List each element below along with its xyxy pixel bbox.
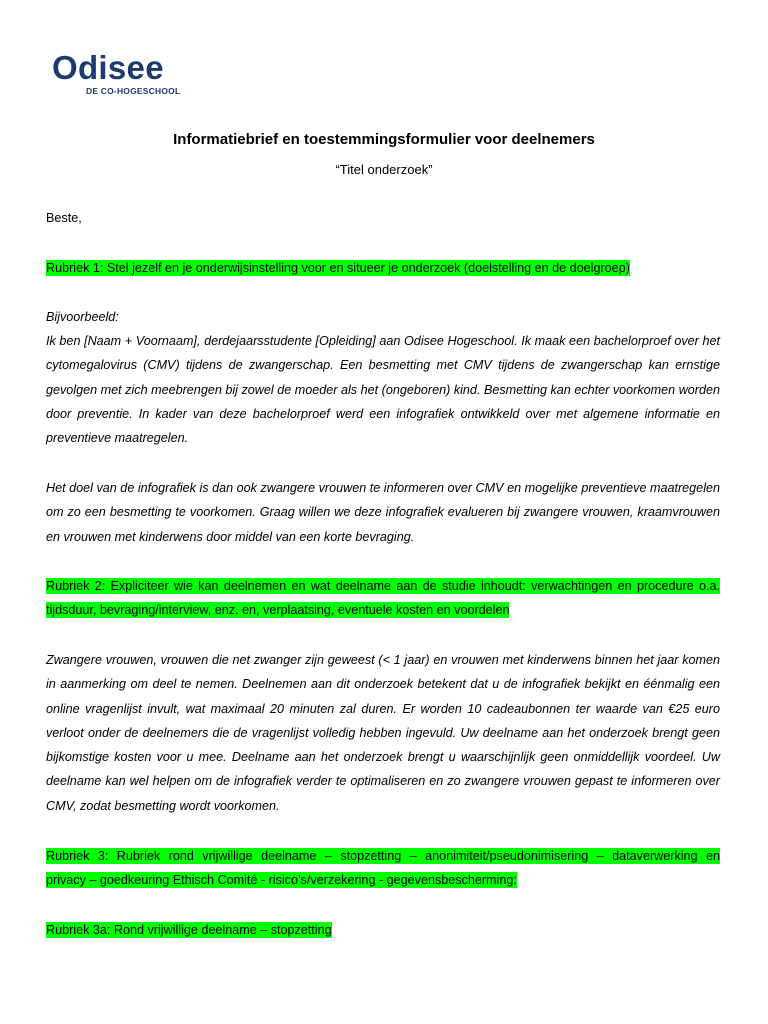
logo-subtitle: DE CO-HOGESCHOOL bbox=[86, 86, 181, 96]
logo-name: Odisee bbox=[52, 49, 164, 86]
paragraph-intro: Ik ben [Naam + Voornaam], derdejaarsstudente [Opleiding] aan Odisee Hogeschool. Ik maak een bachelorproef over het cytomegalovirus (CMV) tijdens de zwangerschap. Een besmetting met CMV tijdens de zwangerschap kan ernstige gevolgen met zich meebrengen bij zowel de moeder als het (ongeboren) kind. Besmetting kan echter voorkomen worden door preventie. In kader van deze bachelorproef werd een infografiek ontwikkeld over met algemene informatie en preventieve maatregelen. bbox=[46, 334, 720, 446]
rubriek-3-heading-line-2: privacy – goedkeuring Ethisch Comité - risico’s/verzekering - gegevensbescherming: bbox=[46, 873, 517, 888]
odisee-logo bbox=[52, 50, 180, 96]
document-subtitle: “Titel onderzoek” bbox=[335, 162, 433, 177]
rubriek-2-block bbox=[46, 574, 720, 623]
rubriek-3a-block bbox=[46, 918, 720, 942]
document-title: Informatiebrief en toestemmingsformulier voor deelnemers bbox=[173, 131, 595, 148]
rubriek-1-block bbox=[46, 256, 720, 280]
rubriek-2-heading-line-2: tijdsduur, bevraging/interview, enz. en, verplaatsing, eventuele kosten en voordelen bbox=[46, 603, 510, 618]
example-label: Bijvoorbeeld: bbox=[46, 310, 119, 324]
rubriek-3a-heading: Rubriek 3a: Rond vrijwillige deelname – stopzetting bbox=[46, 923, 332, 937]
rubriek-2-heading-line-1: Rubriek 2: Expliciteer wie kan deelnemen en wat deelname aan de studie inhoudt: verwachtingen en procedure o.a. bbox=[46, 579, 720, 593]
paragraph-goal: Het doel van de infografiek is dan ook zwangere vrouwen te informeren over CMV en mogelijke preventieve maatregelen om zo een besmetting te voorkomen. Graag willen we deze infografiek evalueren bij zwangere vrouwen, kraamvrouwen en vrouwen met kinderwens door middel van een korte bevraging. bbox=[46, 481, 720, 544]
rubriek-1-heading: Rubriek 1: Stel jezelf en je onderwijsinstelling voor en situeer je onderzoek (doelstelling en de doelgroep) bbox=[46, 261, 630, 275]
rubriek-3-block bbox=[46, 844, 720, 893]
rubriek-3-heading-line-1: Rubriek 3: Rubriek rond vrijwillige deelname – stopzetting – anonimiteit/pseudonimisering – dataverwerking en bbox=[46, 849, 720, 863]
paragraph-participation: Zwangere vrouwen, vrouwen die net zwanger zijn geweest (< 1 jaar) en vrouwen met kinderwens binnen het jaar komen in aanmerking om deel te nemen. Deelnemen aan dit onderzoek betekent dat u de infografiek bekijkt en éénmalig een online vragenlijst invult, wat maximaal 20 minuten zal duren. Er worden 10 cadeaubonnen ter waarde van €25 euro verloot onder de deelnemers die de vragenlijst volledig hebben ingevuld. Uw deelname aan het onderzoek brengt geen bijkomstige kosten voor u mee. Deelname aan het onderzoek brengt u waarschijnlijk geen onmiddellijk voordeel. Uw deelname kan wel helpen om de infografiek verder te optimaliseren en zo zwangere vrouwen gepast te informeren over CMV, zodat besmetting wordt voorkomen. bbox=[46, 653, 720, 813]
greeting: Beste, bbox=[46, 211, 82, 225]
